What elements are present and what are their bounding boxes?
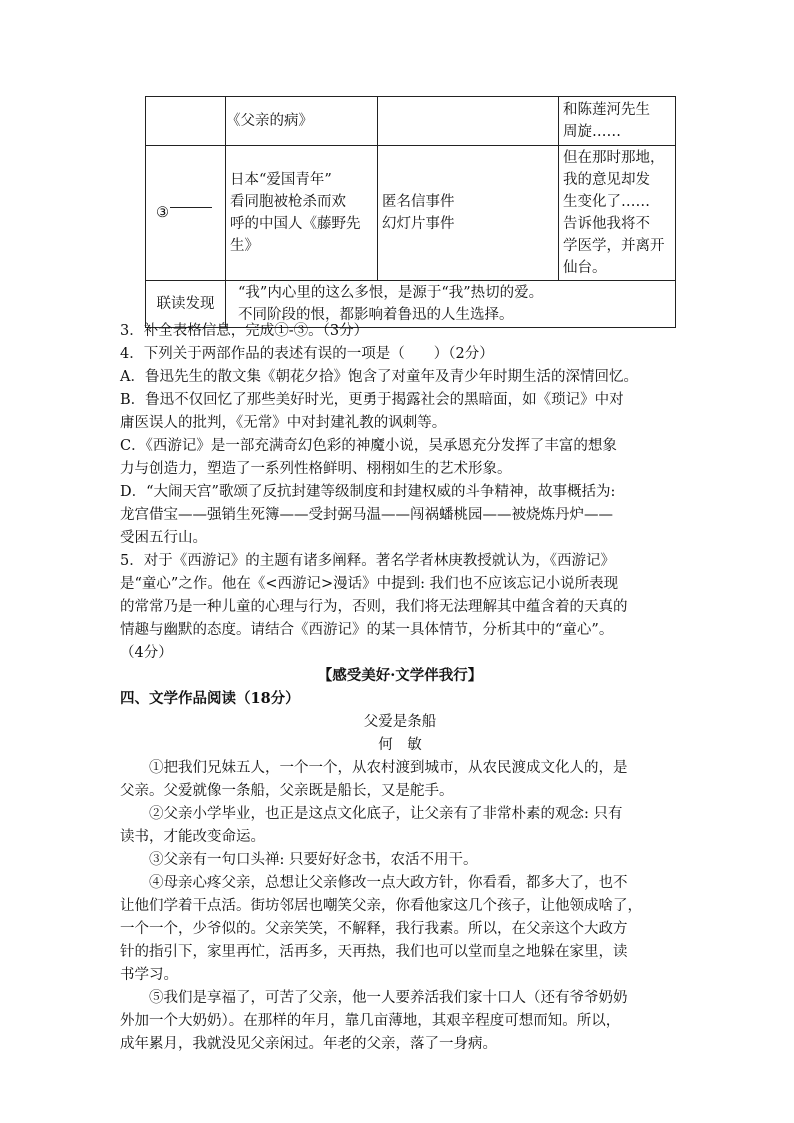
cell-line: 周旋…… (563, 124, 621, 140)
paragraph-line: ②父亲小学毕业，也正是这点文化底子，让父亲有了非常朴素的观念: 只有 (120, 806, 623, 822)
work-title-fuqin: 《父亲的病》 (226, 113, 313, 129)
answer-blank-line (170, 206, 212, 208)
paragraph-line: 书学习。 (120, 967, 178, 983)
article-title: 父爱是条船 (363, 714, 437, 730)
blank-number: ③ (156, 205, 169, 221)
cell-line: 幻灯片事件 (382, 216, 455, 232)
text-line: （4分） (120, 645, 173, 661)
text-line: 受困五行山。 (120, 530, 207, 546)
paragraph-line: 读书，才能改变命运。 (120, 829, 265, 845)
table-cell (559, 97, 676, 146)
text-line: A．鲁迅先生的散文集《朝花夕拾》饱含了对童年及青少年时期生活的深情回忆。 (120, 369, 638, 385)
paragraph-line: 针的指引下，家里再忙，活再多，天再热，我们也可以堂而皇之地躲在家里，读 (120, 944, 628, 960)
text-line: C．《西游记》是一部充满奇幻色彩的神魔小说，吴承恩充分发挥了丰富的想象 (120, 438, 617, 454)
article-author: 何 敏 (378, 737, 422, 753)
table-cell (378, 146, 559, 281)
table-cell (559, 146, 676, 281)
paragraph-line: ①把我们兄妹五人，一个一个，从农村渡到城市，从农民渡成文化人的，是 (120, 760, 628, 776)
table-cell (146, 146, 226, 281)
text-line: 的常常乃是一种儿童的心理与行为，否则，我们将无法理解其中蕴含着的天真的 (120, 599, 628, 615)
cell-line: 和陈莲河先生 (563, 102, 650, 118)
paragraph-line: ④母亲心疼父亲，总想让父亲修改一点大政方针，你看看，都多大了，也不 (120, 875, 628, 891)
table-row (146, 146, 676, 281)
cell-line: 日本“爱国青年” (230, 172, 332, 188)
cell-line: 仙台。 (563, 260, 607, 276)
table-cell: 联读发现 (146, 281, 226, 328)
text-line: D．“大闹天宫”歌颂了反抗封建等级制度和封建权威的斗争精神，故事概括为: (120, 484, 616, 500)
text-line: B．鲁迅不仅回忆了那些美好时光，更勇于揭露社会的黑暗面，如《琐记》中对 (120, 392, 624, 408)
cell-line: 我的意见却发 (563, 172, 650, 188)
table-row (146, 97, 676, 146)
paragraph-line: 成年累月，我就没见父亲闲过。年老的父亲，落了一身病。 (120, 1036, 497, 1052)
text-line: 是“童心”之作。他在《<西游记>漫话》中提到: 我们也不应该忘记小说所表现 (120, 576, 619, 592)
text-line: 4．下列关于两部作品的表述有误的一项是（ ）（2分） (120, 346, 494, 362)
text-line: 龙宫借宝——强销生死簿——受封弼马温——闯祸蟠桃园——被烧炼丹炉—— (120, 507, 613, 523)
cell-line: 学医学，并离开 (563, 238, 665, 254)
text-line: 庸医误人的批判，《无常》中对封建礼教的讽刺等。 (120, 415, 447, 431)
paragraph-line: 一个一个，少爷似的。父亲笑笑，不解释，我行我素。所以，在父亲这个大政方 (120, 921, 628, 937)
table-cell (226, 97, 378, 146)
text-line: 3．补全表格信息，完成①-③。（3分） (120, 323, 369, 339)
paragraph-line: 父亲。父爱就像一条船，父亲既是船长，又是舵手。 (120, 783, 454, 799)
reading-table (145, 96, 676, 328)
cell-line: 看同胞被枪杀而欢 (230, 194, 346, 210)
cell-line: 但在那时那地， (563, 150, 665, 166)
paragraph-line: 外加一个大奶奶）。在那样的年月，靠几亩薄地，其艰辛程度可想而知。所以， (120, 1013, 621, 1029)
paragraph-line: 让他们学着干点活。街坊邻居也嘲笑父亲，你看他家这几个孩子，让他领成啥了， (120, 898, 642, 914)
table-cell (378, 97, 559, 146)
cell-line: 告诉他我将不 (563, 216, 650, 232)
paragraph-line: ③父亲有一句口头禅: 只要好好念书，农活不用干。 (120, 852, 478, 868)
text-line: 5．对于《西游记》的主题有诸多阐释。著名学者林庚教授就认为，《西游记》 (120, 553, 615, 569)
cell-line: 生》 (230, 238, 259, 254)
table-cell (146, 97, 226, 146)
cell-line: 呼的中国人《藤野先 (230, 216, 361, 232)
table-cell (226, 146, 378, 281)
cell-line: 生变化了…… (563, 194, 650, 210)
text-line: 力与创造力，塑造了一系列性格鲜明、栩栩如生的艺术形象。 (120, 461, 512, 477)
cell-line: 匿名信事件 (382, 194, 455, 210)
paragraph-line: ⑤我们是享福了，可苦了父亲，他一人要养活我们家十口人（还有爷爷奶奶 (120, 990, 628, 1006)
section-banner: 【感受美好·文学伴我行】 (317, 667, 483, 684)
section-title: 四、文学作品阅读（18分） (120, 690, 300, 707)
text-line: 情趣与幽默的态度。请结合《西游记》的某一具体情节，分析其中的“童心”。 (120, 622, 614, 638)
cell-line: “我”内心里的这么多恨，是源于“我”热切的爱。 (238, 285, 544, 301)
cell-line: 不同阶段的恨，都影响着鲁迅的人生选择。 (238, 307, 514, 323)
